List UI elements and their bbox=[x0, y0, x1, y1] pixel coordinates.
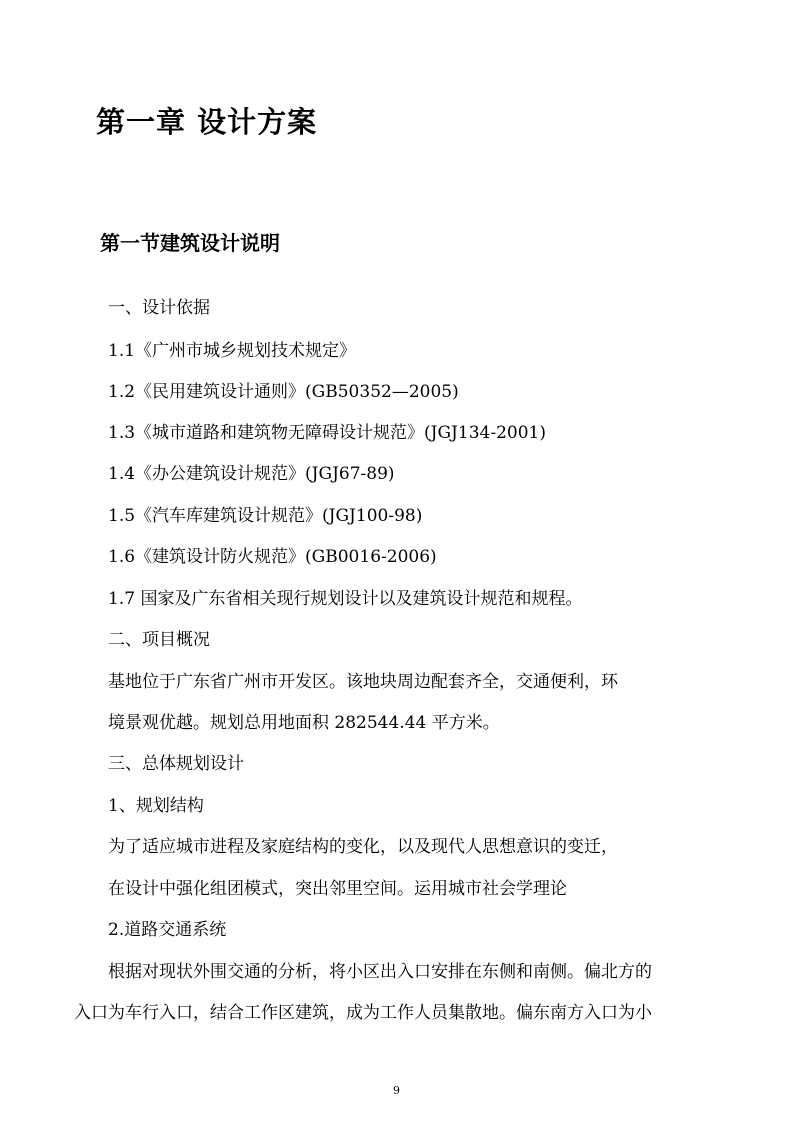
overview-line: 基地位于广东省广州市开发区。该地块周边配套齐全，交通便利，环 bbox=[108, 672, 618, 692]
overview-heading: 二、项目概况 bbox=[108, 630, 210, 650]
traffic-line: 根据对现状外围交通的分析，将小区出入口安排在东侧和南侧。偏北方的 bbox=[108, 962, 652, 982]
section-title: 第一节建筑设计说明 bbox=[100, 231, 280, 255]
basis-heading: 一、设计依据 bbox=[108, 298, 210, 318]
basis-item: 1.5《汽车库建筑设计规范》(JGJ100-98) bbox=[108, 506, 423, 526]
basis-item: 1.1《广州市城乡规划技术规定》 bbox=[108, 341, 357, 361]
basis-item: 1.6《建筑设计防火规范》(GB0016-2006) bbox=[108, 547, 437, 567]
page-number: 9 bbox=[393, 1084, 400, 1097]
traffic-line: 入口为车行入口，结合工作区建筑，成为工作人员集散地。偏东南方入口为小 bbox=[74, 1003, 652, 1023]
basis-item: 1.4《办公建筑设计规范》(JGJ67-89) bbox=[108, 464, 395, 484]
overview-line: 境景观优越。规划总用地面积 282544.44 平方米。 bbox=[108, 713, 500, 733]
traffic-heading: 2.道路交通系统 bbox=[108, 920, 227, 940]
basis-item: 1.2《民用建筑设计通则》(GB50352—2005) bbox=[108, 382, 459, 402]
basis-item: 1.7 国家及广东省相关现行规划设计以及建筑设计规范和规程。 bbox=[108, 589, 583, 609]
structure-line: 为了适应城市进程及家庭结构的变化，以及现代人思想意识的变迁， bbox=[108, 837, 618, 857]
basis-item: 1.3《城市道路和建筑物无障碍设计规范》(JGJ134-2001) bbox=[108, 423, 546, 443]
chapter-title: 第一章 设计方案 bbox=[96, 105, 318, 139]
structure-heading: 1、规划结构 bbox=[108, 796, 204, 816]
structure-line: 在设计中强化组团模式，突出邻里空间。运用城市社会学理论 bbox=[108, 879, 567, 899]
planning-heading: 三、总体规划设计 bbox=[108, 754, 244, 774]
